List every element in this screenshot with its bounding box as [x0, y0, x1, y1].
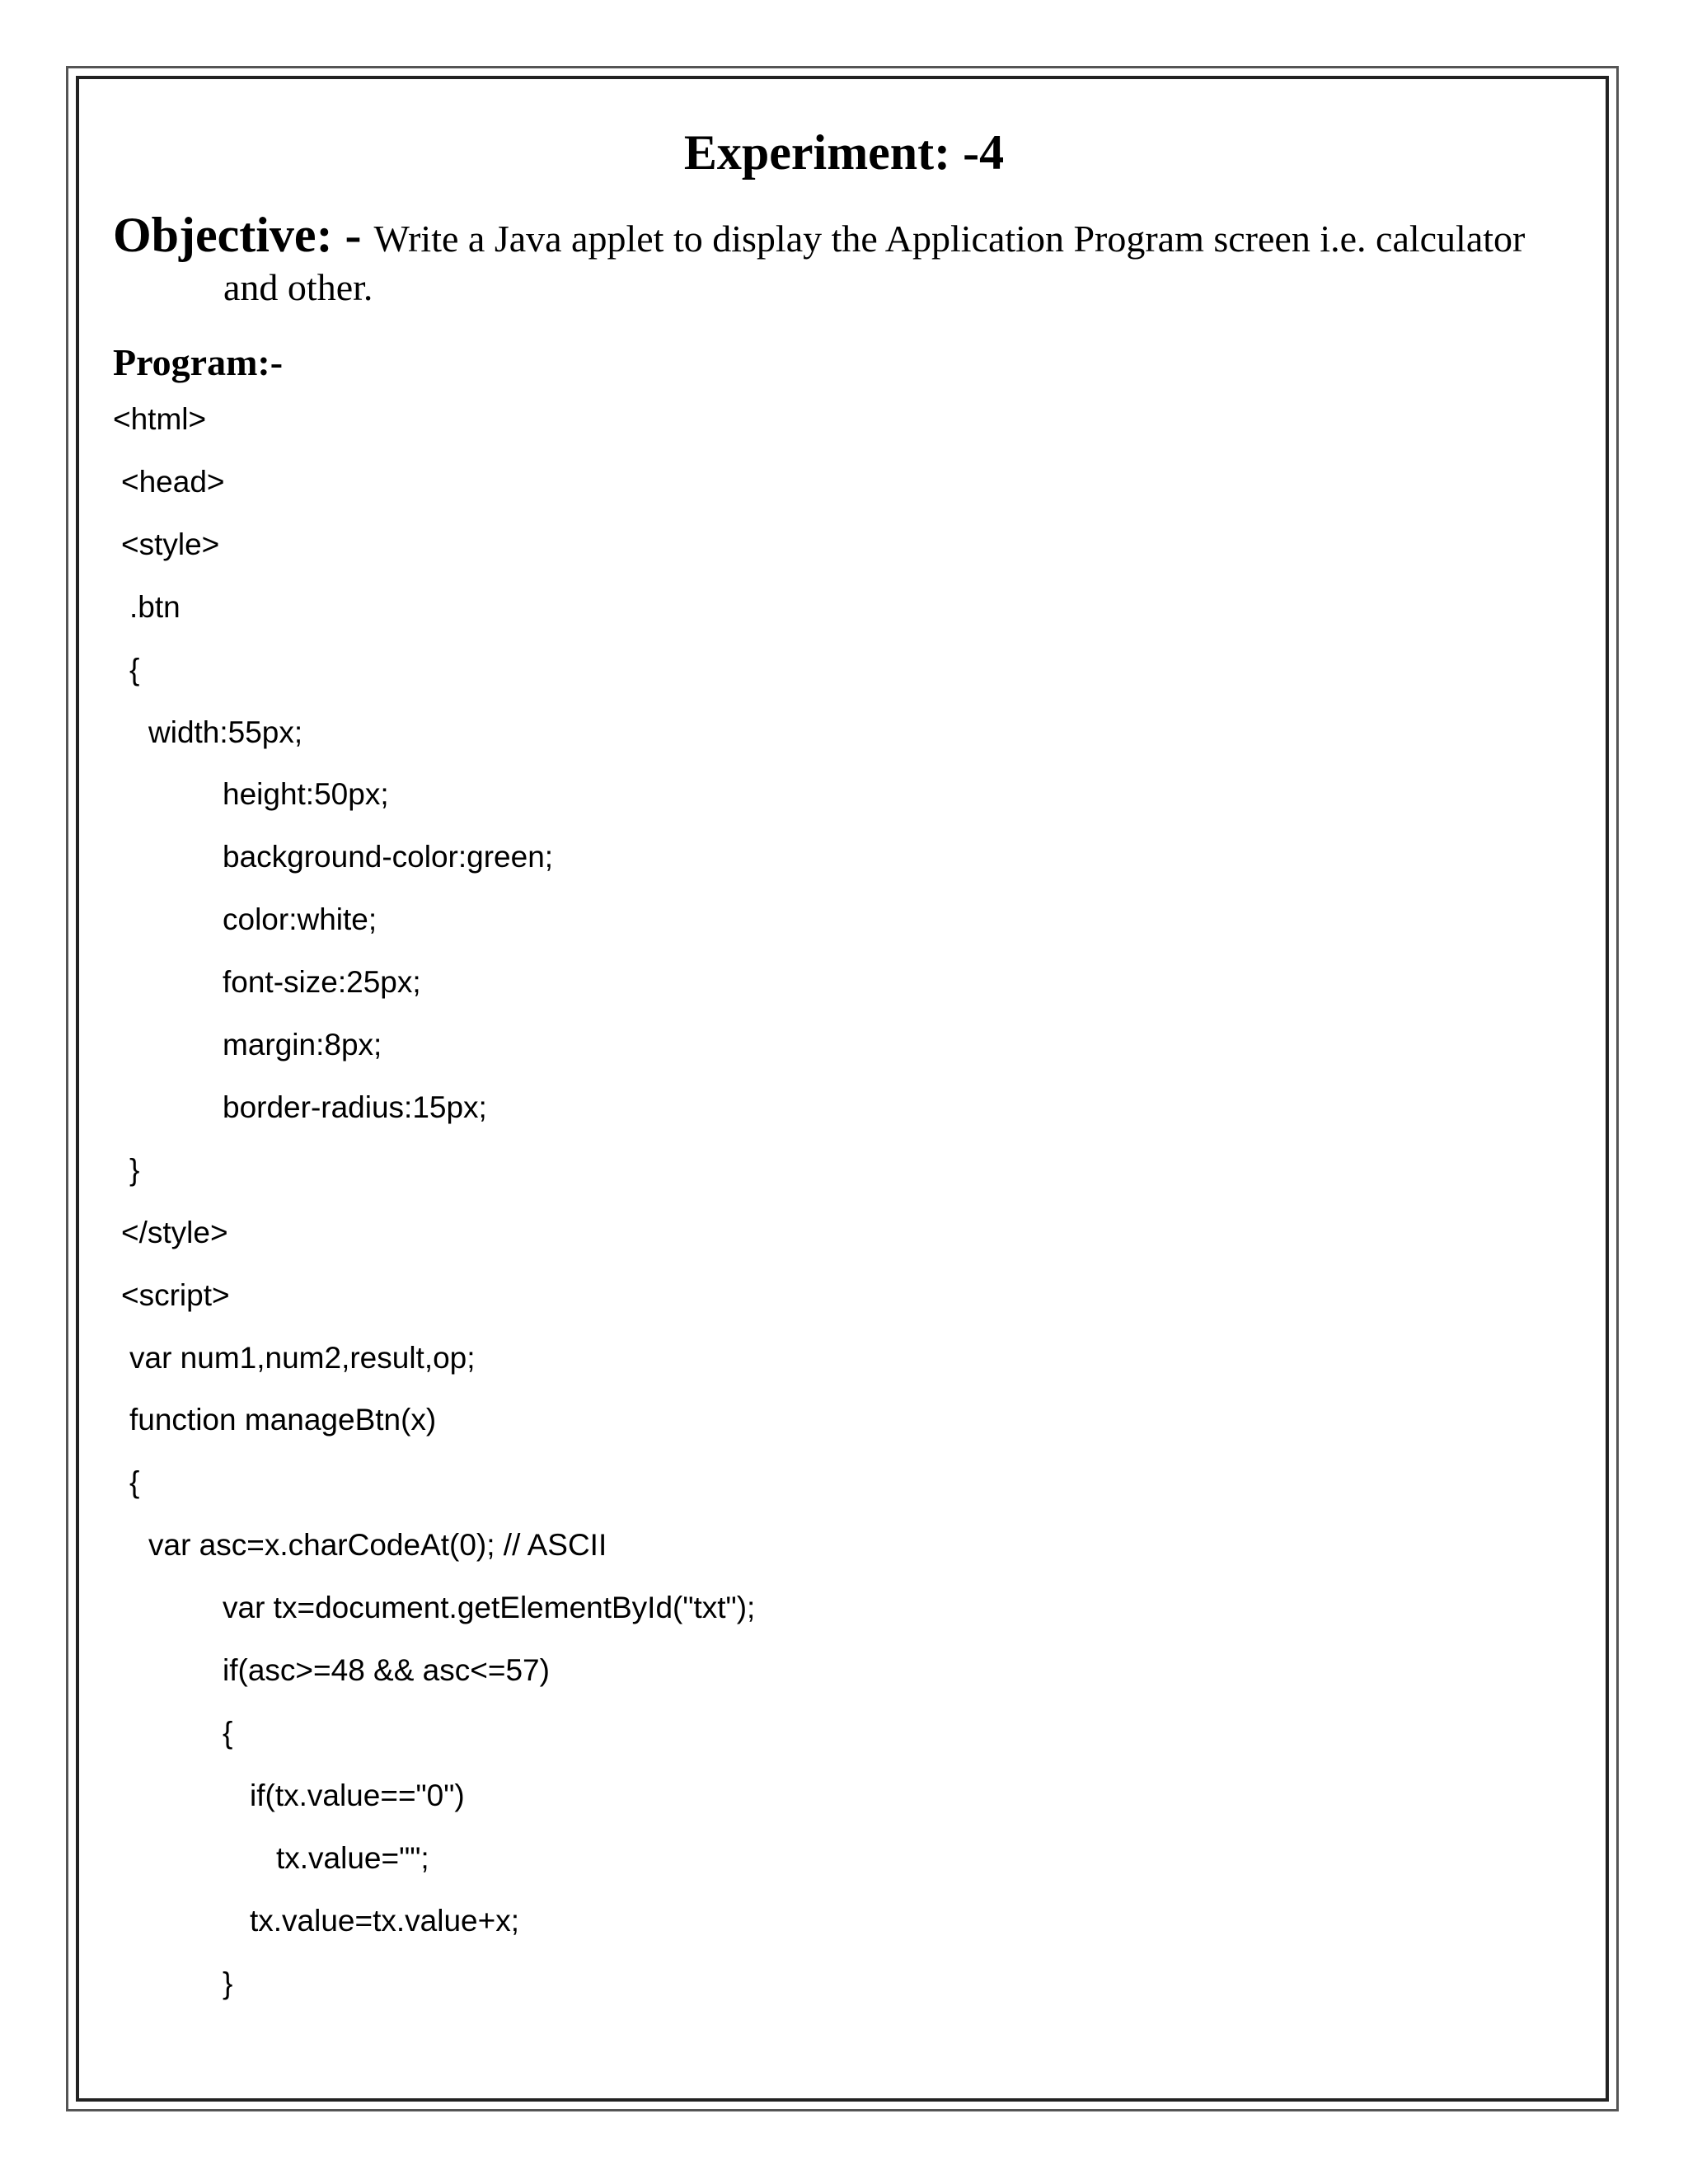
code-line: var asc=x.charCodeAt(0); // ASCII — [148, 1528, 607, 1562]
code-line: .btn — [129, 590, 181, 624]
code-line: { — [129, 653, 140, 687]
code-line: color:white; — [223, 902, 377, 936]
experiment-title: Experiment: -4 — [683, 125, 1005, 180]
code-line: <head> — [121, 465, 225, 499]
code-line: <html> — [113, 402, 207, 436]
code-line: { — [223, 1716, 233, 1750]
code-line: function manageBtn(x) — [129, 1403, 437, 1436]
code-line: } — [223, 1966, 233, 2000]
code-line: width:55px; — [148, 715, 303, 749]
code-line: tx.value=""; — [276, 1841, 429, 1875]
code-line: font-size:25px; — [223, 965, 421, 999]
code-line: <style> — [121, 527, 220, 561]
code-line: height:50px; — [223, 777, 389, 811]
code-line: <script> — [121, 1278, 230, 1312]
code-line: </style> — [121, 1216, 228, 1249]
code-line: } — [129, 1153, 140, 1187]
code-line: if(asc>=48 && asc<=57) — [223, 1653, 550, 1687]
code-line: background-color:green; — [223, 840, 554, 874]
program-label: Program:- — [113, 341, 284, 383]
code-line: if(tx.value=="0") — [250, 1779, 465, 1812]
objective-text: Write a Java applet to display the Application Program screen i.e. calculator — [373, 218, 1526, 260]
code-line: var num1,num2,result,op; — [129, 1341, 476, 1375]
objective — [113, 206, 1564, 312]
code-line: margin:8px; — [223, 1028, 382, 1062]
code-line: { — [129, 1465, 140, 1499]
objective-line-1 — [113, 206, 1564, 264]
code-line: tx.value=tx.value+x; — [250, 1904, 520, 1938]
code-line: border-radius:15px; — [223, 1090, 487, 1124]
objective-text-continued: and other. — [223, 266, 373, 308]
code-line: var tx=document.getElementById("txt"); — [223, 1591, 756, 1624]
objective-label: Objective: - — [113, 208, 374, 262]
